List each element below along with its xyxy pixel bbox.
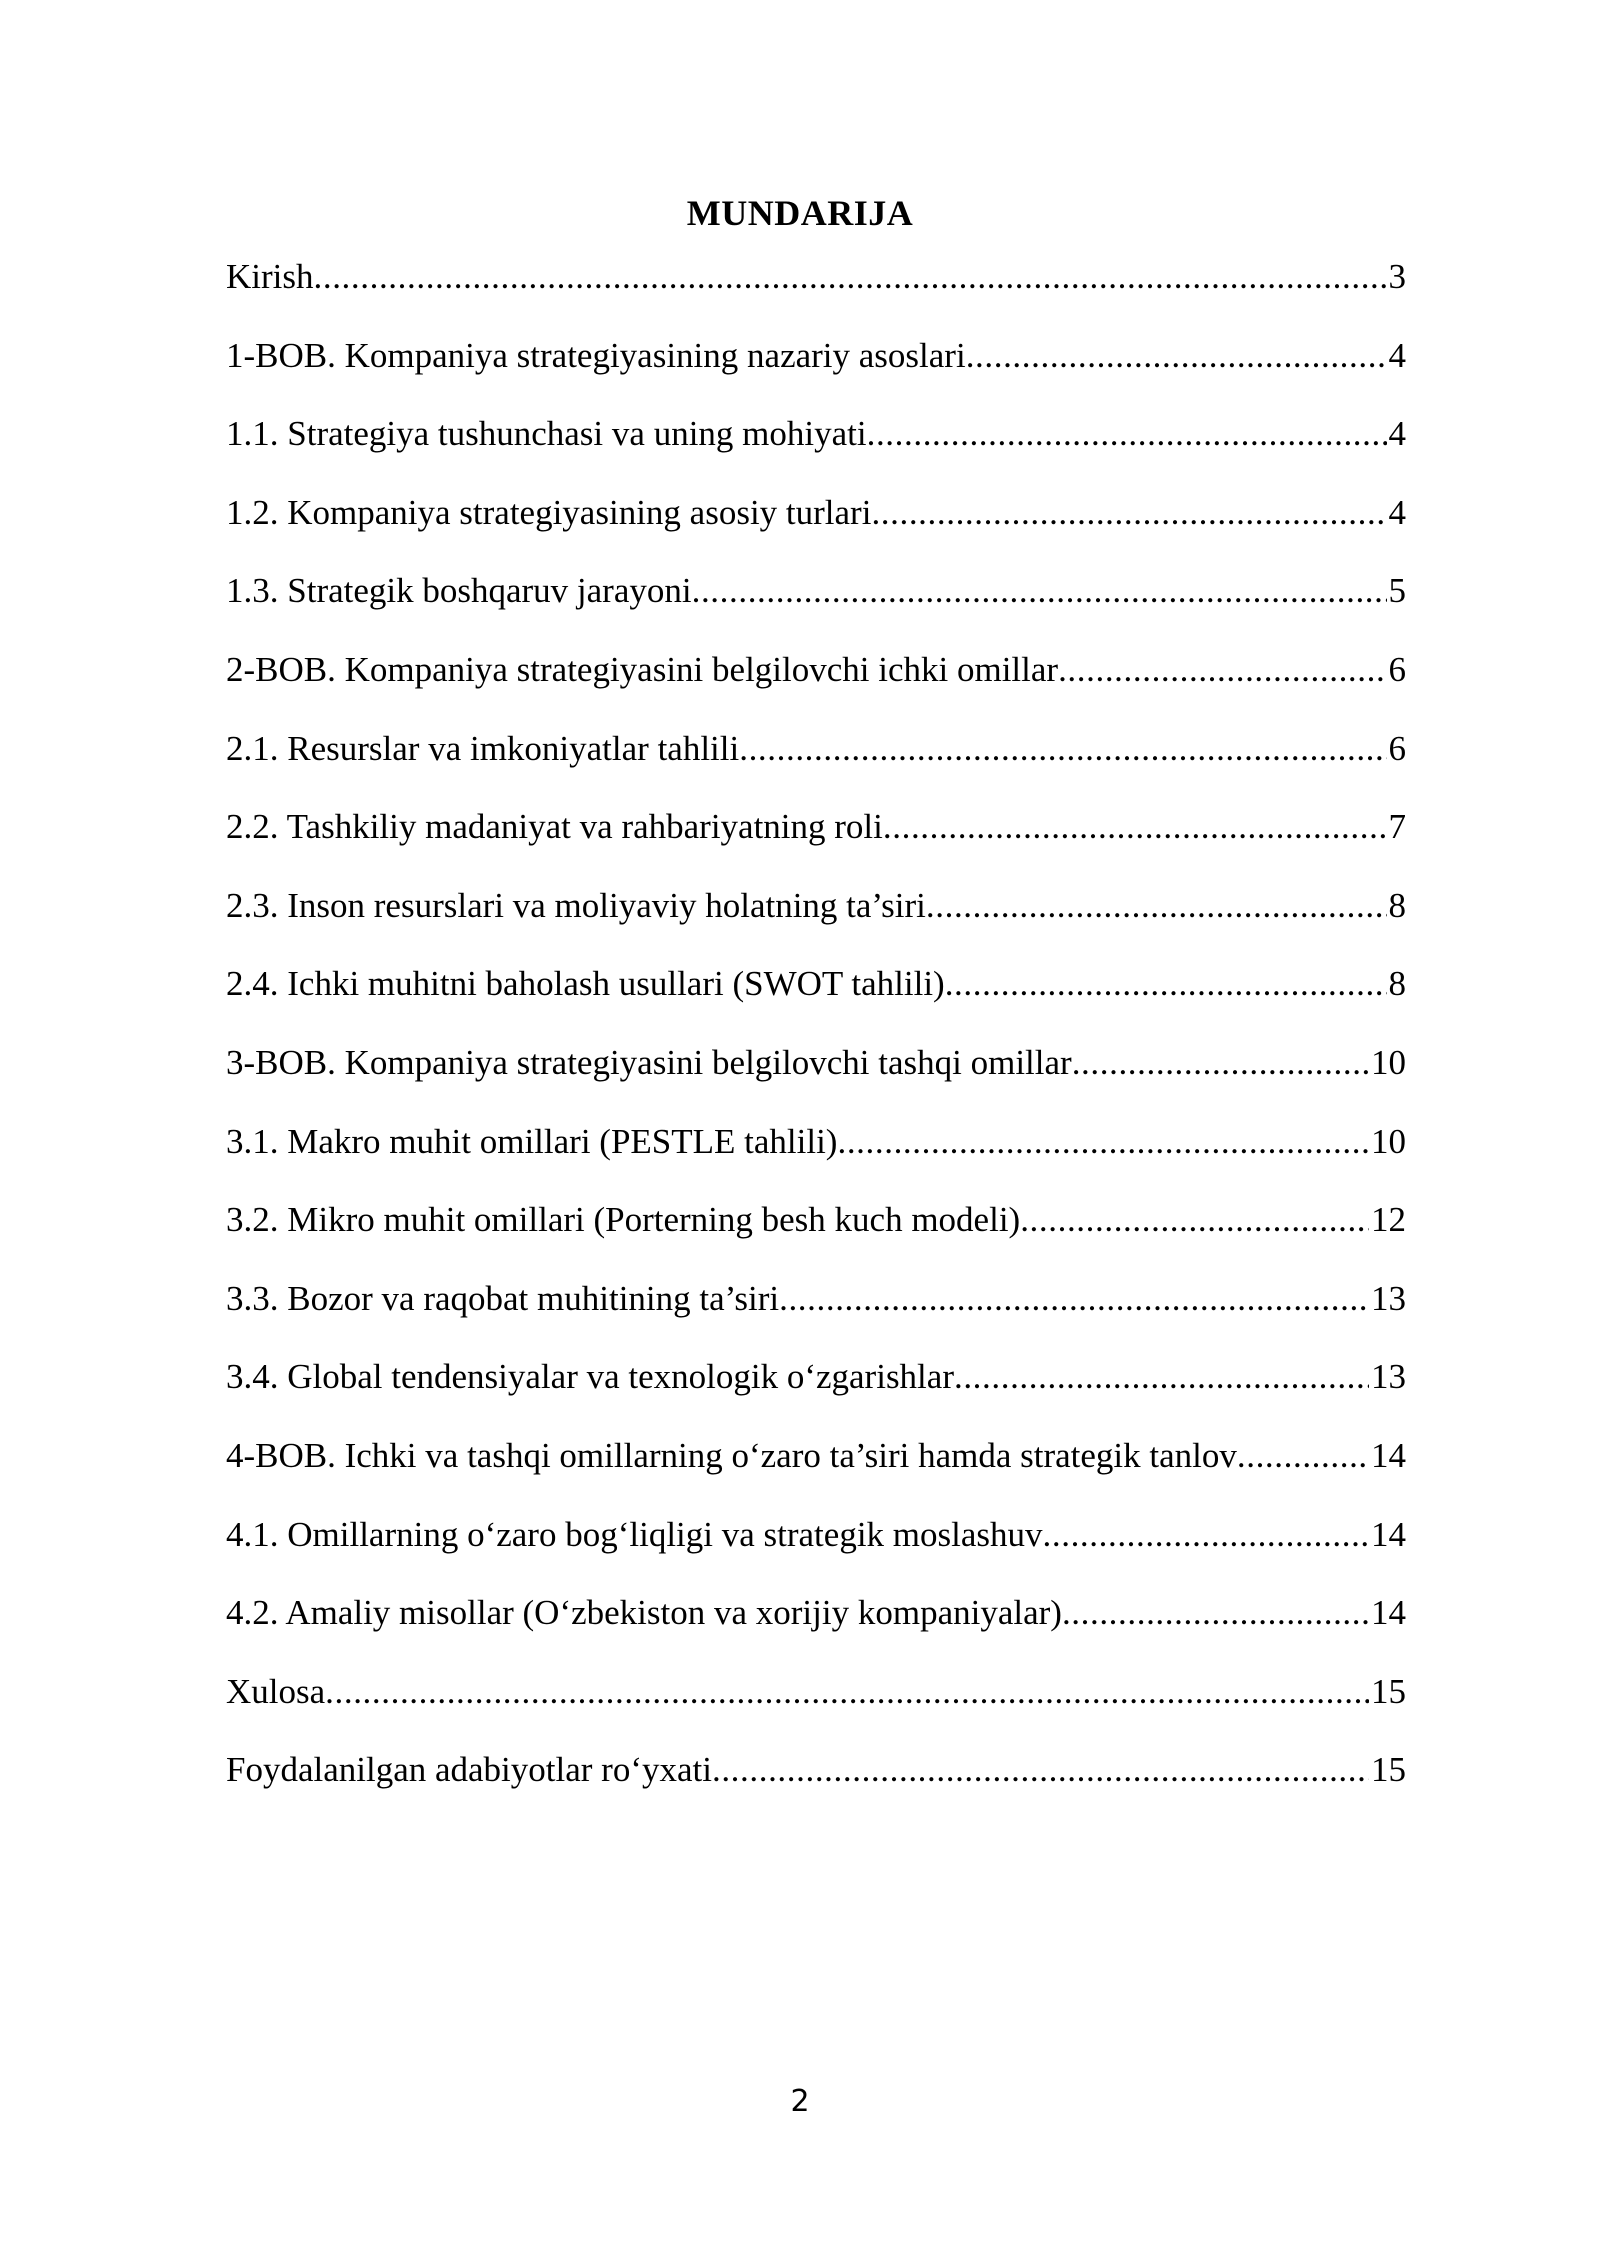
toc-entry (226, 881, 1406, 960)
toc-entry-label: 2.4. Ichki muhitni baholash usullari (SWOT tahlili) (226, 964, 945, 1004)
toc-entry-label: 3.4. Global tendensiyalar va texnologik o‘zgarishlar (226, 1357, 954, 1397)
toc-entry-page: 15 (1371, 1750, 1406, 1790)
toc-leader-dots (966, 331, 1387, 381)
toc-leader-dots (883, 802, 1387, 852)
toc-entry (226, 1195, 1406, 1274)
toc-entry (226, 252, 1406, 331)
toc-entry-page: 6 (1388, 728, 1406, 768)
toc-entry-label: 2.2. Tashkiliy madaniyat va rahbariyatning roli (226, 807, 883, 847)
toc-entry (226, 645, 1406, 724)
toc-entry-page: 14 (1371, 1435, 1406, 1475)
toc-entry-page: 5 (1388, 571, 1406, 611)
toc-leader-dots (314, 252, 1387, 302)
toc-leader-dots (739, 724, 1386, 774)
toc-leader-dots (1062, 1588, 1369, 1638)
toc-entry (226, 1510, 1406, 1589)
toc-entry (226, 488, 1406, 567)
toc-entry-page: 14 (1371, 1514, 1406, 1554)
toc-entry-label: 4-BOB. Ichki va tashqi omillarning o‘zaro ta’siri hamda strategik tanlov (226, 1435, 1237, 1475)
toc-leader-dots (871, 488, 1386, 538)
table-of-contents (226, 252, 1406, 1824)
toc-leader-dots (692, 566, 1387, 616)
toc-entry (226, 1667, 1406, 1746)
toc-leader-dots (712, 1745, 1369, 1795)
toc-leader-dots (1020, 1195, 1369, 1245)
toc-leader-dots (325, 1667, 1369, 1717)
toc-entry-page: 13 (1371, 1278, 1406, 1318)
page-number: 2 (790, 2084, 810, 2119)
toc-entry-page: 15 (1371, 1671, 1406, 1711)
toc-entry (226, 1745, 1406, 1824)
toc-entry (226, 1038, 1406, 1117)
toc-leader-dots (926, 881, 1387, 931)
toc-entry-label: 2.1. Resurslar va imkoniyatlar tahlili (226, 728, 740, 768)
toc-entry-label: 3.3. Bozor va raqobat muhitining ta’siri (226, 1278, 780, 1318)
toc-entry (226, 959, 1406, 1038)
toc-entry-page: 12 (1371, 1200, 1406, 1240)
toc-entry (226, 1431, 1406, 1510)
toc-leader-dots (945, 959, 1387, 1009)
toc-entry-label: 1-BOB. Kompaniya strategiyasining nazariy asoslari (226, 335, 966, 375)
toc-leader-dots (867, 409, 1387, 459)
toc-leader-dots (954, 1352, 1369, 1402)
toc-entry (226, 724, 1406, 803)
toc-entry (226, 1117, 1406, 1196)
toc-entry-page: 8 (1388, 885, 1406, 925)
toc-entry-page: 4 (1388, 335, 1406, 375)
toc-entry-page: 4 (1388, 492, 1406, 532)
toc-leader-dots (1072, 1038, 1369, 1088)
toc-entry-page: 13 (1371, 1357, 1406, 1397)
toc-entry-label: Xulosa (226, 1671, 326, 1711)
toc-title: MUNDARIJA (686, 193, 914, 233)
toc-leader-dots (1043, 1510, 1369, 1560)
toc-entry-label: Foydalanilgan adabiyotlar ro‘yxati (226, 1750, 712, 1790)
toc-entry-label: 1.1. Strategiya tushunchasi va uning mohiyati (226, 414, 867, 454)
toc-entry-label: 1.2. Kompaniya strategiyasining asosiy turlari (226, 492, 872, 532)
toc-entry (226, 566, 1406, 645)
toc-entry-label: 4.2. Amaliy misollar (O‘zbekiston va xorijiy kompaniyalar) (226, 1593, 1062, 1633)
toc-entry-label: 3.2. Mikro muhit omillari (Porterning besh kuch modeli) (226, 1200, 1021, 1240)
toc-leader-dots (1058, 645, 1386, 695)
toc-entry-page: 14 (1371, 1593, 1406, 1633)
toc-entry-page: 10 (1371, 1042, 1406, 1082)
toc-entry-label: 3.1. Makro muhit omillari (PESTLE tahlili) (226, 1121, 838, 1161)
toc-entry-page: 6 (1388, 649, 1406, 689)
toc-entry (226, 802, 1406, 881)
toc-entry-page: 7 (1388, 807, 1406, 847)
toc-entry-label: 1.3. Strategik boshqaruv jarayoni (226, 571, 692, 611)
toc-entry (226, 409, 1406, 488)
toc-entry-label: 3-BOB. Kompaniya strategiyasini belgilovchi tashqi omillar (226, 1042, 1072, 1082)
toc-entry-page: 4 (1388, 414, 1406, 454)
toc-entry (226, 1352, 1406, 1431)
toc-entry-label: 2-BOB. Kompaniya strategiyasini belgilovchi ichki omillar (226, 649, 1059, 689)
toc-entry-page: 8 (1388, 964, 1406, 1004)
toc-entry-page: 10 (1371, 1121, 1406, 1161)
toc-entry (226, 331, 1406, 410)
toc-entry-label: Kirish (226, 257, 314, 296)
toc-leader-dots (1237, 1431, 1369, 1481)
toc-entry-page: 3 (1388, 257, 1406, 296)
toc-leader-dots (837, 1117, 1369, 1167)
toc-entry-label: 4.1. Omillarning o‘zaro bog‘liqligi va strategik moslashuv (226, 1514, 1043, 1554)
toc-leader-dots (779, 1274, 1369, 1324)
toc-entry (226, 1274, 1406, 1353)
toc-entry (226, 1588, 1406, 1667)
toc-entry-label: 2.3. Inson resurslari va moliyaviy holatning ta’siri (226, 885, 926, 925)
